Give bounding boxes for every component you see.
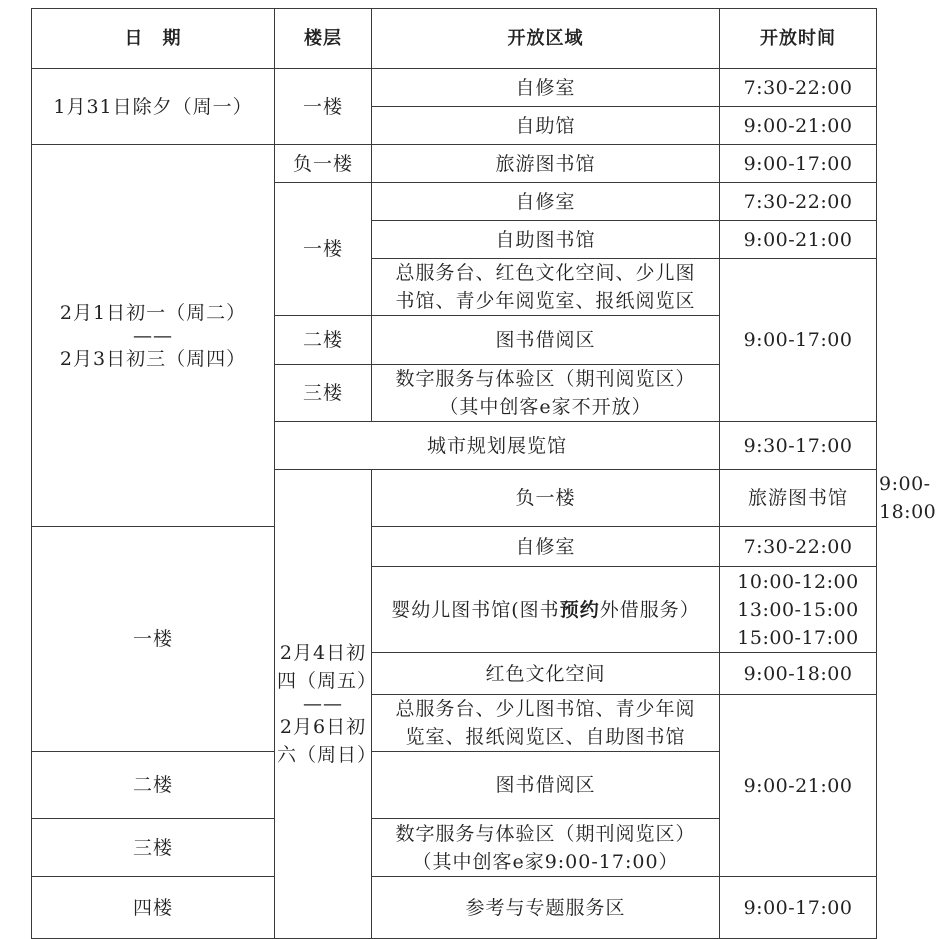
header-floor: 楼层 [275,9,372,69]
table-row [32,69,877,107]
floor-cell: 三楼 [275,365,372,422]
date-end: 2月3日初三（周四） [59,347,247,370]
area-cell: 自修室 [372,69,720,107]
time-cell: 7:30-22:00 [720,69,877,107]
floor-cell: 二楼 [275,316,372,365]
date-cell: 1月31日除夕（周一） [32,69,275,145]
time-cell: 10:00-12:00 13:00-15:00 15:00-17:00 [720,567,877,653]
area-cell: 参考与专题服务区 [372,877,720,939]
floor-cell: 负一楼 [372,470,720,527]
date-start: 2月4日初四（周五） [277,642,378,692]
time-cell: 9:00-21:00 [720,221,877,259]
area-cell: 城市规划展览馆 [275,422,720,470]
floor-cell: 一楼 [275,183,372,316]
table-row [32,527,877,567]
header-time: 开放时间 [720,9,877,69]
time-cell: 9:00-17:00 [720,877,877,939]
date-start: 2月1日初一（周二） [59,301,247,324]
floor-cell: 四楼 [32,877,275,939]
area-cell: 数字服务与体验区（期刊阅览区） （其中创客e家9:00-17:00） [372,819,720,877]
area-cell: 总服务台、红色文化空间、少儿图 书馆、青少年阅览室、报纸阅览区 [372,259,720,316]
time-cell: 9:30-17:00 [720,422,877,470]
floor-cell: 二楼 [32,752,275,819]
area-cell: 数字服务与体验区（期刊阅览区） （其中创客e家不开放） [372,365,720,422]
header-row [32,9,877,69]
date-cell [32,145,275,527]
date-range-dash: —— [133,324,173,347]
table-row [32,145,877,183]
area-cell: 自修室 [372,183,720,221]
table-row [32,877,877,939]
header-area: 开放区域 [372,9,720,69]
area-cell: 总服务台、少儿图书馆、青少年阅 览室、报纸阅览区、自助图书馆 [372,695,720,752]
floor-cell: 一楼 [275,69,372,145]
area-cell: 自助图书馆 [372,221,720,259]
area-cell: 图书借阅区 [372,752,720,819]
date-range-dash: —— [303,693,343,715]
date-end: 2月6日初六（周日） [277,716,378,766]
area-cell: 图书借阅区 [372,316,720,365]
floor-cell: 三楼 [32,819,275,877]
time-cell: 9:00-21:00 [720,107,877,145]
time-cell: 9:00-17:00 [720,145,877,183]
time-cell: 9:00-17:00 [720,259,877,422]
table-row: 2月4日初四（周五） —— 2月6日初六（周日） 负一楼 旅游图书馆 9:00-18:00 [32,470,877,527]
time-cell: 9:00-21:00 [720,695,877,877]
area-cell: 旅游图书馆 [372,145,720,183]
area-cell: 自助馆 [372,107,720,145]
date-cell [275,470,378,939]
opening-hours-table [31,8,936,939]
floor-cell: 一楼 [32,527,275,752]
floor-cell: 负一楼 [275,145,372,183]
area-cell: 旅游图书馆 [720,470,877,527]
time-cell: 9:00-18:00 [720,653,877,695]
area-cell: 婴幼儿图书馆(图书预约外借服务） [372,567,720,653]
header-date: 日 期 [32,9,275,69]
area-cell: 红色文化空间 [372,653,720,695]
area-cell: 自修室 [372,527,720,567]
time-cell: 7:30-22:00 [720,183,877,221]
time-cell: 7:30-22:00 [720,527,877,567]
